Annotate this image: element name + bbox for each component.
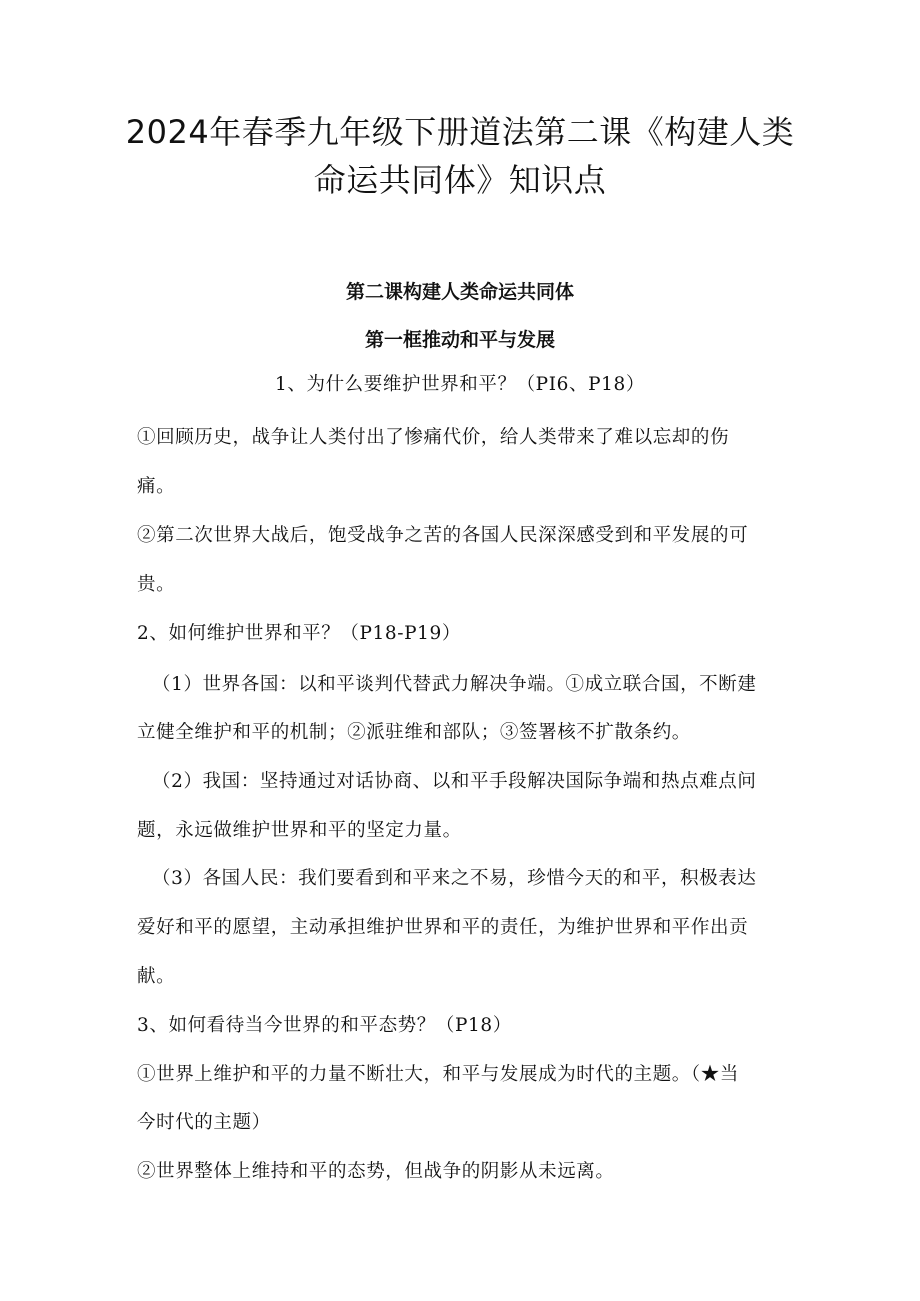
paragraph-line: 献。 (137, 966, 176, 987)
chapter-heading: 第二课构建人类命运共同体 (345, 281, 574, 303)
paragraph-line: 爱好和平的愿望，主动承担维护世界和平的责任，为维护世界和平作出贡 (137, 917, 749, 938)
document-title-line-2: 命运共同体》知识点 (313, 161, 607, 199)
question-3-heading: 3、如何看待当今世界的和平态势？（P18） (137, 1015, 512, 1036)
paragraph-line: ②第二次世界大战后，饱受战争之苦的各国人民深深感受到和平发展的可 (137, 525, 749, 546)
paragraph-line: 今时代的主题） (137, 1112, 271, 1133)
paragraph-line: ①世界上维护和平的力量不断壮大，和平与发展成为时代的主题。（★当 (137, 1064, 739, 1085)
paragraph-line: ②世界整体上维持和平的态势，但战争的阴影从未远离。 (137, 1161, 615, 1182)
paragraph-line: 题，永远做维护世界和平的坚定力量。 (137, 820, 462, 841)
paragraph-line: （1）世界各国：以和平谈判代替武力解决争端。①成立联合国，不断建 (152, 674, 757, 695)
paragraph-line: 立健全维护和平的机制；②派驻维和部队；③签署核不扩散条约。 (137, 722, 691, 743)
document-title-line-1: 2024年春季九年级下册道法第二课《构建人类 (125, 113, 795, 151)
paragraph-line: 痛。 (137, 476, 176, 497)
question-1-heading: 1、为什么要维护世界和平？（PI6、P18） (275, 374, 645, 395)
question-2-heading: 2、如何维护世界和平？（P18-P19） (137, 623, 461, 644)
section-heading: 第一框推动和平与发展 (364, 329, 555, 351)
paragraph-line: （2）我国：坚持通过对话协商、以和平手段解决国际争端和热点难点问 (152, 771, 757, 792)
paragraph-line: 贵。 (137, 574, 176, 595)
paragraph-line: （3）各国人民：我们要看到和平来之不易，珍惜今天的和平，积极表达 (152, 868, 757, 889)
paragraph-line: ①回顾历史，战争让人类付出了惨痛代价，给人类带来了难以忘却的伤 (137, 427, 730, 448)
